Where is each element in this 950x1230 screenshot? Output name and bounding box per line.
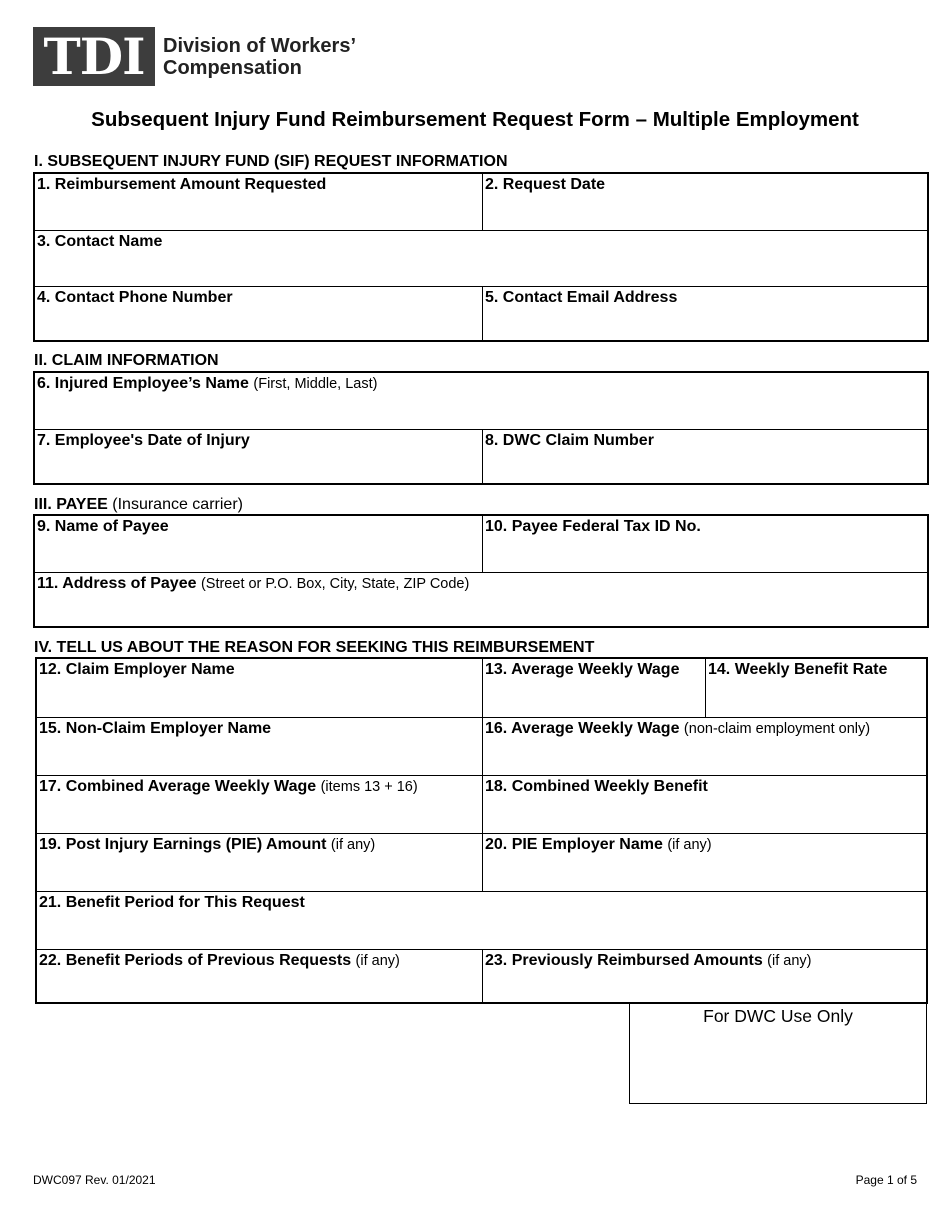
field-payee-address[interactable]: 11. Address of Payee (Street or P.O. Box, City, State, ZIP Code) bbox=[37, 575, 470, 592]
table-row bbox=[37, 659, 926, 717]
section-4-table bbox=[35, 657, 928, 1004]
section-2-table bbox=[33, 371, 929, 485]
field-non-claim-average-weekly-wage[interactable]: 16. Average Weekly Wage (non-claim employment only) bbox=[482, 718, 926, 775]
field-combined-average-weekly-wage[interactable]: 17. Combined Average Weekly Wage (items 13 + 16) bbox=[39, 778, 418, 795]
field-pie-employer-name[interactable]: 20. PIE Employer Name (if any) bbox=[482, 834, 926, 891]
field-payee-name[interactable]: 9. Name of Payee bbox=[37, 518, 169, 535]
form-id: DWC097 Rev. 01/2021 bbox=[33, 1173, 156, 1187]
section-1-table bbox=[33, 172, 929, 342]
table-row bbox=[35, 286, 927, 340]
logo-line-2: Compensation bbox=[163, 56, 302, 79]
section-4-heading: IV. TELL US ABOUT THE REASON FOR SEEKING THIS REIMBURSEMENT bbox=[34, 639, 595, 656]
logo-text bbox=[163, 35, 356, 79]
field-benefit-period[interactable]: 21. Benefit Period for This Request bbox=[39, 894, 305, 911]
logo-line-1: Division of Workers’ bbox=[163, 34, 357, 57]
table-row bbox=[37, 717, 926, 775]
table-row bbox=[35, 230, 927, 286]
field-contact-email[interactable]: 5. Contact Email Address bbox=[482, 287, 927, 340]
field-payee-tax-id[interactable]: 10. Payee Federal Tax ID No. bbox=[482, 516, 927, 572]
table-row bbox=[37, 833, 926, 891]
table-row bbox=[35, 174, 927, 230]
tdi-logo bbox=[33, 27, 356, 86]
field-contact-phone[interactable]: 4. Contact Phone Number bbox=[37, 289, 233, 306]
field-previous-benefit-periods[interactable]: 22. Benefit Periods of Previous Requests (if any) bbox=[39, 952, 400, 969]
page-title: Subsequent Injury Fund Reimbursement Request Form – Multiple Employment bbox=[91, 108, 859, 131]
field-claim-employer-name[interactable]: 12. Claim Employer Name bbox=[39, 661, 235, 678]
section-3-heading: III. PAYEE (Insurance carrier) bbox=[34, 496, 243, 513]
field-previously-reimbursed-amounts[interactable]: 23. Previously Reimbursed Amounts (if any) bbox=[482, 950, 926, 1002]
table-row bbox=[35, 572, 927, 626]
field-combined-weekly-benefit[interactable]: 18. Combined Weekly Benefit bbox=[482, 776, 926, 833]
field-pie-amount[interactable]: 19. Post Injury Earnings (PIE) Amount (if any) bbox=[39, 836, 376, 853]
field-average-weekly-wage[interactable]: 13. Average Weekly Wage bbox=[482, 659, 705, 717]
field-dwc-claim-number[interactable]: 8. DWC Claim Number bbox=[482, 430, 927, 483]
section-3-table bbox=[33, 514, 929, 628]
table-row bbox=[35, 516, 927, 572]
field-injured-employee-name[interactable]: 6. Injured Employee’s Name (First, Middle, Last) bbox=[37, 375, 378, 392]
field-non-claim-employer-name[interactable]: 15. Non-Claim Employer Name bbox=[39, 720, 272, 737]
tdi-logo-mark: TDI bbox=[33, 27, 155, 86]
section-2-heading: II. CLAIM INFORMATION bbox=[34, 352, 219, 369]
dwc-use-only-label: For DWC Use Only bbox=[703, 1006, 853, 1026]
table-row bbox=[37, 891, 926, 949]
field-date-of-injury[interactable]: 7. Employee's Date of Injury bbox=[37, 432, 250, 449]
dwc-use-only-box bbox=[629, 1003, 927, 1104]
table-row bbox=[37, 775, 926, 833]
table-row bbox=[35, 373, 927, 429]
section-1-heading: I. SUBSEQUENT INJURY FUND (SIF) REQUEST INFORMATION bbox=[34, 153, 508, 170]
field-reimbursement-amount[interactable]: 1. Reimbursement Amount Requested bbox=[37, 176, 327, 193]
field-request-date[interactable]: 2. Request Date bbox=[482, 174, 927, 230]
table-row bbox=[37, 949, 926, 1002]
field-contact-name[interactable]: 3. Contact Name bbox=[37, 233, 163, 250]
field-weekly-benefit-rate[interactable]: 14. Weekly Benefit Rate bbox=[705, 659, 926, 717]
page-number: Page 1 of 5 bbox=[855, 1173, 917, 1187]
table-row bbox=[35, 429, 927, 483]
